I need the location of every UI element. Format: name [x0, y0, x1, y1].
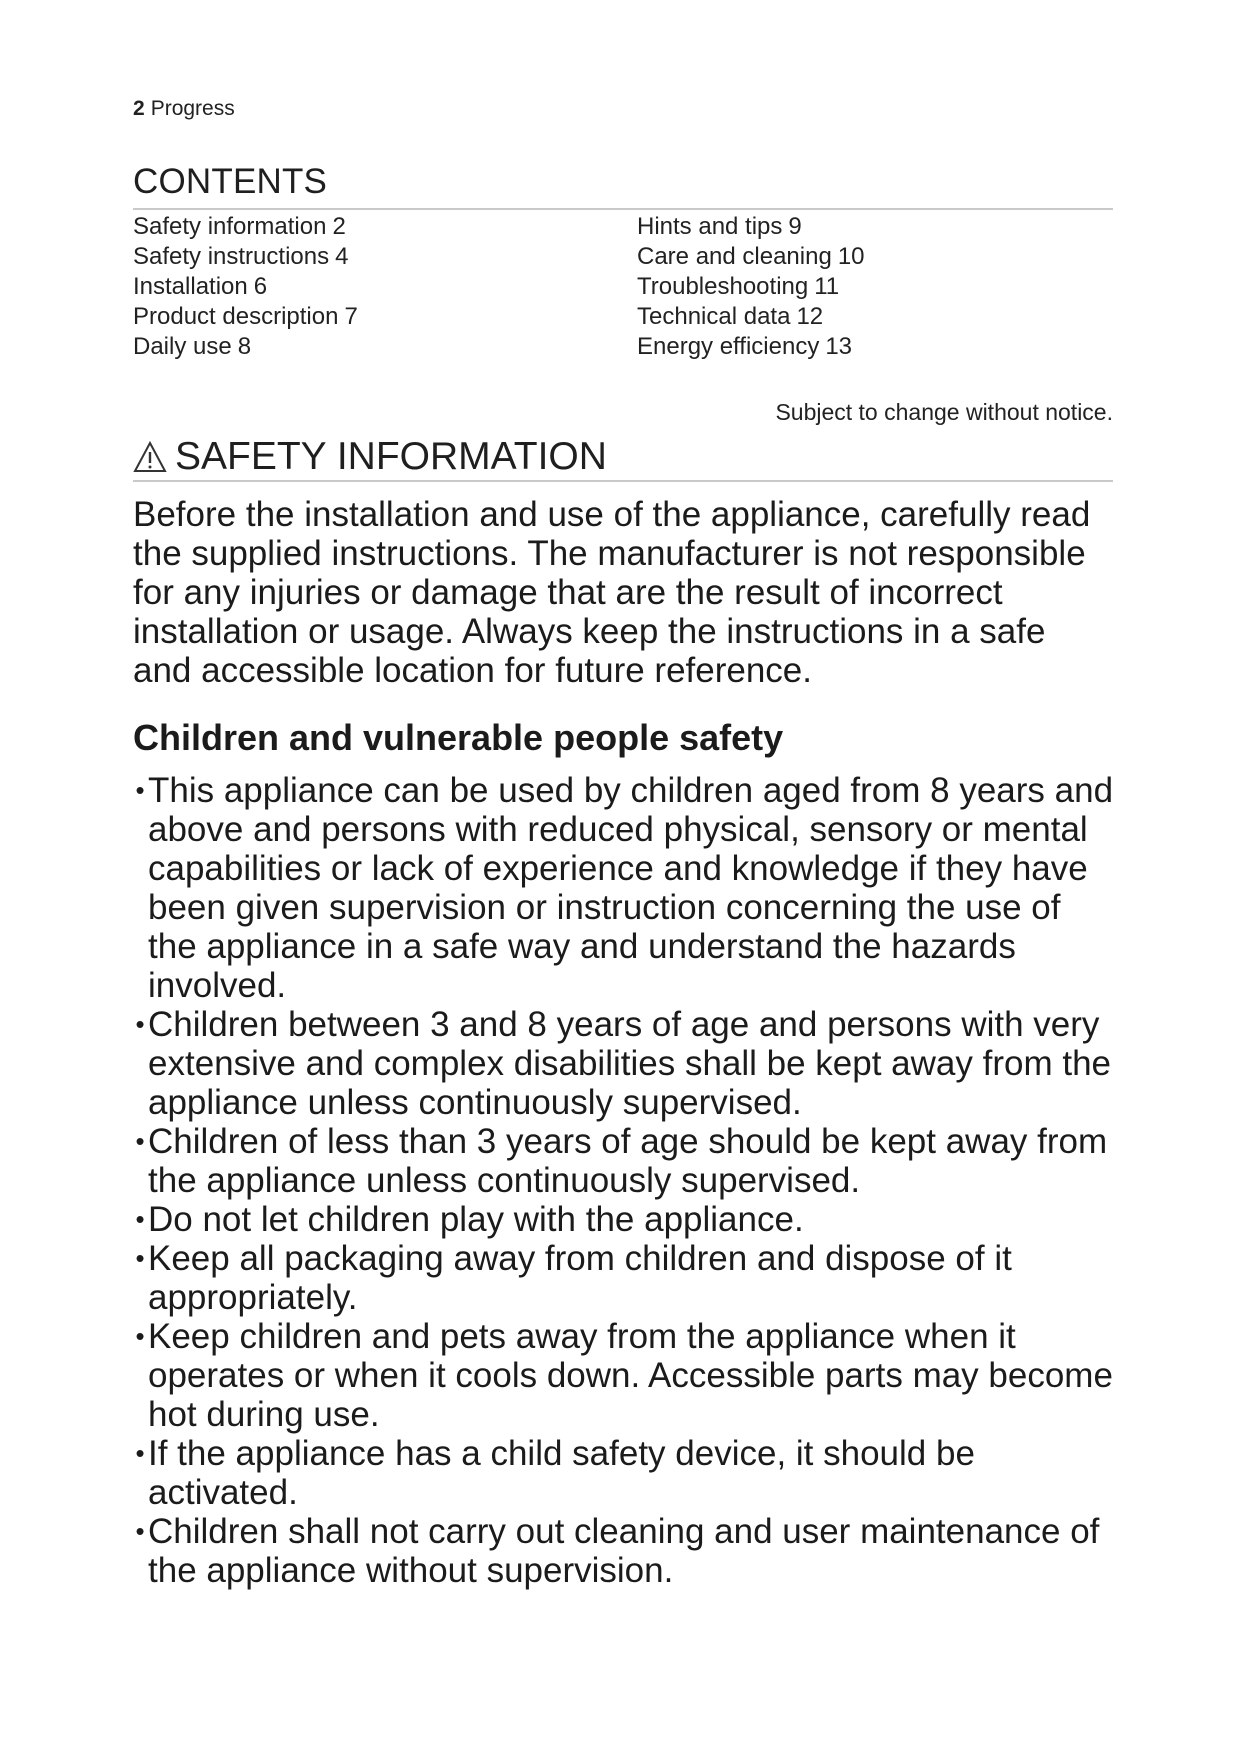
toc-item-label: Safety instructions: [133, 243, 330, 270]
toc-item-label: Energy efficiency: [637, 333, 820, 360]
bullet-text: Children of less than 3 years of age should be kept away from the appliance unless continuously supervised.: [148, 1122, 1108, 1200]
change-notice: Subject to change without notice.: [775, 399, 1113, 425]
bullet-icon: •: [135, 1438, 145, 1468]
toc-item[interactable]: [133, 212, 358, 242]
list-item: [133, 1005, 1118, 1122]
bullet-text: Keep children and pets away from the appliance when it operates or when it cools down. Accessible parts may become hot during use.: [148, 1317, 1113, 1434]
warning-triangle-icon: [133, 441, 167, 473]
toc-item[interactable]: [637, 242, 865, 272]
bullet-icon: •: [135, 1204, 145, 1234]
toc-item[interactable]: [637, 302, 865, 332]
toc-column-left: [133, 212, 358, 362]
toc-item-page: 12: [796, 303, 824, 330]
section-subheading: Children and vulnerable people safety: [133, 717, 784, 758]
toc-item-page: 4: [335, 243, 349, 270]
toc-item-page: 6: [253, 273, 268, 300]
list-item: [133, 1122, 1118, 1200]
manual-page: [133, 0, 1113, 1754]
bullet-text: Keep all packaging away from children and dispose of it appropriately.: [148, 1239, 1012, 1317]
toc-item[interactable]: [133, 302, 358, 332]
brand-name: Progress: [150, 97, 235, 120]
toc-item-label: Daily use: [133, 333, 232, 360]
toc-item-page: 11: [814, 273, 840, 300]
safety-heading: [133, 434, 607, 480]
toc-item-page: 13: [825, 333, 853, 360]
list-item: [133, 1239, 1118, 1317]
contents-heading: CONTENTS: [133, 162, 328, 201]
toc-item-label: Hints and tips: [637, 213, 783, 240]
list-item: [133, 1317, 1118, 1434]
toc-column-right: [637, 212, 865, 362]
bullet-icon: •: [135, 1126, 145, 1156]
safety-bullet-list: [133, 771, 1118, 1590]
toc-item-label: Installation: [133, 273, 248, 300]
list-item: [133, 1434, 1118, 1512]
toc-item[interactable]: [133, 332, 358, 362]
toc-item-label: Safety information: [133, 213, 327, 240]
toc-item[interactable]: [637, 212, 865, 242]
toc-item-page: 2: [332, 213, 346, 240]
intro-paragraph: Before the installation and use of the appliance, carefully read the supplied instructions. The manufacturer is not responsible for any injuries or damage that are the result of incorrect installation or usage. Always keep the instructions in a safe and accessible location for future reference.: [133, 495, 1091, 690]
list-item: [133, 1512, 1118, 1590]
toc-item[interactable]: [637, 332, 865, 362]
toc-item-label: Troubleshooting: [637, 273, 809, 300]
bullet-icon: •: [135, 775, 145, 805]
toc-item-page: 10: [837, 243, 865, 270]
page-number: 2: [133, 97, 145, 120]
list-item: [133, 1200, 1118, 1239]
bullet-icon: •: [135, 1321, 145, 1351]
toc-item[interactable]: [133, 242, 358, 272]
toc-item-page: 8: [237, 333, 252, 360]
toc-item-label: Care and cleaning: [637, 243, 832, 270]
toc-item-label: Product description: [133, 303, 339, 330]
toc-item-page: 7: [344, 303, 358, 330]
bullet-icon: •: [135, 1243, 145, 1273]
safety-divider: [133, 480, 1113, 482]
contents-divider: [133, 208, 1113, 210]
bullet-icon: •: [135, 1516, 145, 1546]
bullet-text: This appliance can be used by children aged from 8 years and above and persons with reduced physical, sensory or mental capabilities or lack of experience and knowledge if they have been given supervision or instruction concerning the use of the appliance in a safe way and understand the hazards involved.: [148, 771, 1114, 1005]
bullet-text: Do not let children play with the appliance.: [148, 1200, 804, 1239]
bullet-text: Children shall not carry out cleaning and user maintenance of the appliance without supervision.: [148, 1512, 1100, 1590]
toc-item[interactable]: [637, 272, 865, 302]
toc-item-page: 9: [788, 213, 802, 240]
safety-heading-text: SAFETY INFORMATION: [175, 435, 607, 478]
toc-item-label: Technical data: [637, 303, 791, 330]
toc-item[interactable]: [133, 272, 358, 302]
list-item: [133, 771, 1118, 1005]
running-header: [133, 96, 235, 122]
bullet-icon: •: [135, 1009, 145, 1039]
bullet-text: If the appliance has a child safety device, it should be activated.: [148, 1434, 975, 1512]
bullet-text: Children between 3 and 8 years of age and persons with very extensive and complex disabilities shall be kept away from the appliance unless continuously supervised.: [148, 1005, 1111, 1122]
